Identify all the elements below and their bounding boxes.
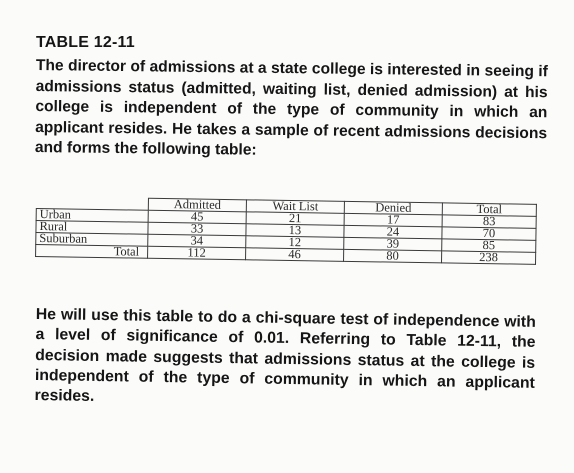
cell: 24: [344, 225, 442, 239]
cell: 112: [148, 246, 246, 260]
cell: 80: [344, 249, 442, 263]
row-label-urban: Urban: [36, 209, 148, 223]
col-header-wait-list: Wait List: [246, 200, 344, 214]
cell: 46: [246, 248, 344, 262]
cell: 70: [442, 227, 536, 240]
cell: 34: [148, 234, 246, 248]
col-header-admitted: Admitted: [148, 198, 246, 212]
cell: 13: [246, 224, 344, 238]
table-title: TABLE 12-11: [36, 34, 135, 51]
cell: 83: [442, 215, 536, 228]
cell: 85: [442, 239, 536, 252]
cell: 45: [148, 210, 246, 224]
col-header-denied: Denied: [344, 201, 442, 215]
contingency-table: [35, 196, 537, 265]
cell: 17: [344, 213, 442, 227]
col-header-total: Total: [442, 203, 536, 216]
row-label-total: Total: [36, 245, 148, 259]
question-paragraph: He will use this table to do a chi-square test of independence with a level of significance of 0.01. Referring to Table 12-11, the decision made suggests that admissions status at the college is independent of the type of community in which an applicant resides.: [34, 305, 536, 406]
intro-paragraph: The director of admissions at a state college is interested in seeing if admissions status (admitted, waiting list, denied admission) at his college is independent of the type of community in which an applicant resides. He takes a sample of recent admissions decisions and forms the following table:: [34, 56, 548, 159]
contingency-table-wrap: [35, 196, 536, 265]
cell: 238: [441, 251, 535, 264]
cell: 21: [246, 212, 344, 226]
cell: 12: [246, 236, 344, 250]
cell: 33: [148, 222, 246, 236]
row-label-suburban: Suburban: [36, 233, 148, 247]
row-label-rural: Rural: [36, 221, 148, 235]
cell: 39: [344, 237, 442, 251]
